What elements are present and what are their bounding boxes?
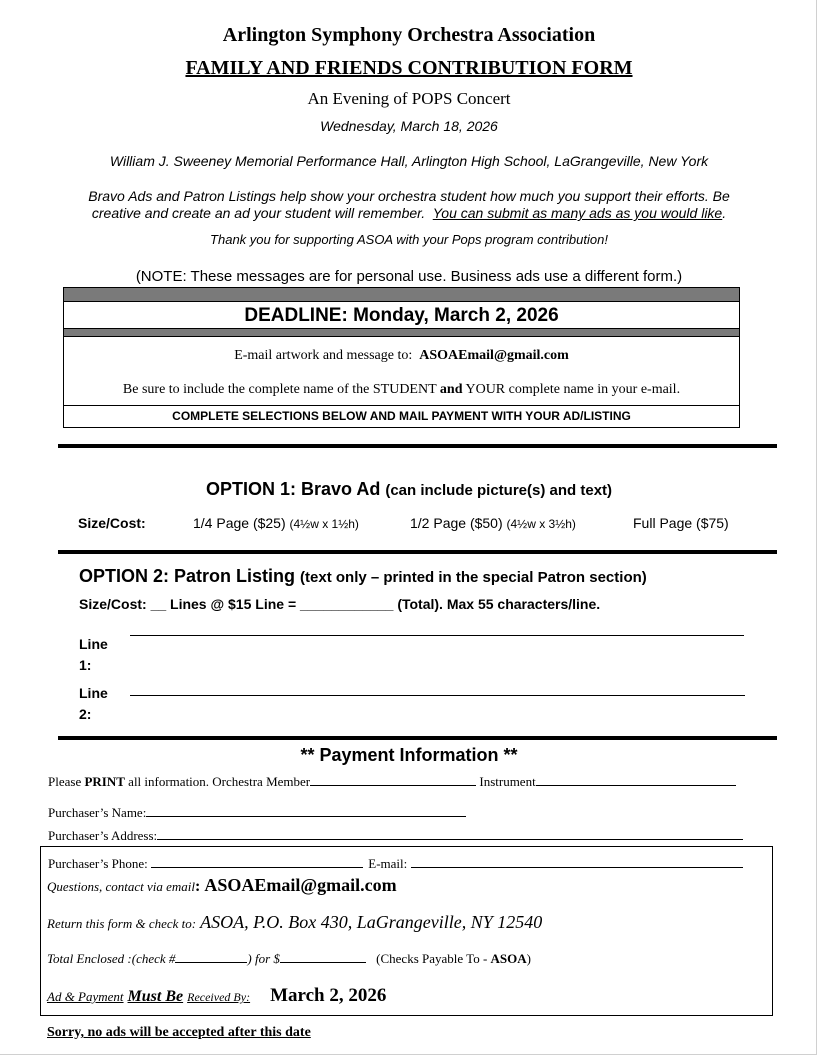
intro-paragraph	[68, 188, 750, 222]
purchaser-phone-field[interactable]	[151, 855, 363, 868]
must-be-label: Must Be	[127, 988, 184, 1005]
form-title: FAMILY AND FRIENDS CONTRIBUTION FORM	[185, 57, 633, 79]
questions-label: Questions, contact via email	[47, 879, 196, 894]
include-text-2: YOUR complete name in your e-mail.	[465, 382, 681, 397]
received-row	[47, 985, 386, 1007]
email-prefix: E-mail artwork and message to:	[234, 348, 413, 363]
total-label: Total Enclosed :(check #	[47, 951, 176, 966]
amount-field[interactable]	[280, 950, 366, 963]
total-for: ) for $	[247, 951, 280, 966]
include-text-1: Be sure to include the complete name of the STUDENT	[122, 382, 437, 397]
purchaser-address-label: Purchaser’s Address:	[48, 828, 158, 843]
total-row	[47, 950, 531, 967]
return-label: Return this form & check to:	[47, 916, 197, 931]
quarter-page-dimensions: (4½w x 1½h)	[289, 517, 359, 531]
orchestra-member-field[interactable]	[310, 773, 476, 786]
check-number-field[interactable]	[175, 950, 247, 963]
option2-title	[79, 566, 647, 587]
gray-bar-bottom	[64, 329, 739, 336]
option2-heading: OPTION 2: Patron Listing	[79, 566, 296, 586]
thanks-note: Thank you for supporting ASOA with your Pops program contribution!	[210, 232, 608, 247]
checks-payable-close: )	[526, 951, 532, 966]
line1-label-word: Line	[79, 636, 108, 652]
half-page-label: 1/2 Page ($50)	[410, 515, 503, 531]
intro-underlined: You can submit as many ads as you would like	[432, 205, 723, 221]
checks-payee: ASOA	[490, 951, 527, 966]
return-row	[47, 912, 542, 933]
instrument-label: Instrument	[479, 774, 536, 789]
option1-subtitle: (can include picture(s) and text)	[385, 482, 613, 499]
questions-email: ASOAEmail@gmail.com	[204, 875, 397, 895]
divider	[64, 405, 739, 406]
include-and: and	[439, 382, 463, 397]
line1-label-number: 1:	[79, 657, 92, 673]
section-rule	[58, 736, 777, 740]
print-prefix: Please	[48, 774, 82, 789]
option1-half-page[interactable]	[410, 515, 576, 531]
payment-title: ** Payment Information **	[300, 745, 518, 765]
return-address: ASOA, P.O. Box 430, LaGrangeville, NY 12540	[200, 912, 543, 932]
complete-selections-note: COMPLETE SELECTIONS BELOW AND MAIL PAYMENT WITH YOUR AD/LISTING	[172, 409, 631, 423]
purchaser-address-field[interactable]	[157, 827, 743, 840]
purchaser-phone-label: Purchaser’s Phone:	[48, 856, 148, 871]
intro-end: .	[722, 205, 727, 221]
no-ads-after-note: Sorry, no ads will be accepted after this date	[47, 1025, 311, 1040]
questions-row	[47, 875, 397, 896]
line2-input[interactable]	[130, 695, 745, 696]
print-rest: all information. Orchestra Member	[128, 774, 311, 789]
option1-size-label: Size/Cost:	[78, 515, 146, 531]
checks-payable-label: (Checks Payable To -	[376, 951, 488, 966]
email-label: E-mail:	[368, 856, 408, 871]
option1-title	[0, 479, 818, 500]
intro-text: Bravo Ads and Patron Listings help show your orchestra student how much you support their efforts. Be creative and create an ad your student will remember.	[88, 188, 730, 221]
print-row	[48, 773, 736, 790]
purchaser-name-label: Purchaser’s Name:	[48, 805, 147, 820]
quarter-page-label: 1/4 Page ($25)	[193, 515, 286, 531]
option1-quarter-page[interactable]	[193, 515, 359, 531]
section-rule	[58, 550, 777, 554]
line1-input[interactable]	[130, 635, 744, 636]
org-title: Arlington Symphony Orchestra Association	[222, 24, 596, 46]
purchaser-name-field[interactable]	[146, 804, 466, 817]
line1-label	[79, 634, 108, 676]
email-instructions	[64, 348, 739, 364]
concert-date: Wednesday, March 18, 2026	[320, 118, 498, 134]
divider	[64, 301, 739, 302]
gray-bar-top	[64, 288, 739, 301]
instrument-field[interactable]	[536, 773, 736, 786]
ad-payment-label: Ad & Payment	[47, 989, 124, 1004]
option1-full-page[interactable]: Full Page ($75)	[633, 515, 729, 531]
deadline: DEADLINE: Monday, March 2, 2026	[244, 305, 559, 326]
questions-colon: :	[195, 878, 201, 895]
purchaser-email-field[interactable]	[411, 855, 743, 868]
name-row	[48, 804, 466, 821]
venue: William J. Sweeney Memorial Performance Hall, Arlington High School, LaGrangeville, New York	[109, 153, 709, 169]
divider	[64, 336, 739, 337]
line2-label-number: 2:	[79, 706, 92, 722]
line2-label-word: Line	[79, 685, 108, 701]
personal-use-note: (NOTE: These messages are for personal use. Business ads use a different form.)	[135, 268, 683, 285]
received-date: March 2, 2026	[270, 985, 387, 1006]
option2-size-cost[interactable]: Size/Cost: __ Lines @ $15 Line = ____________ (Total). Max 55 characters/line.	[79, 596, 601, 612]
concert-name: An Evening of POPS Concert	[307, 89, 511, 108]
line2-label	[79, 683, 108, 725]
print-bold: PRINT	[84, 774, 125, 789]
address-row	[48, 827, 743, 844]
include-names-note	[64, 382, 739, 398]
option1-heading: OPTION 1: Bravo Ad	[205, 479, 381, 499]
option2-subtitle: (text only – printed in the special Patron section)	[300, 569, 647, 586]
section-rule	[58, 444, 777, 448]
deadline-box	[63, 287, 740, 428]
contact-email: ASOAEmail@gmail.com	[419, 348, 569, 363]
received-by-label: Received By:	[187, 990, 251, 1004]
half-page-dimensions: (4½w x 3½h)	[506, 517, 576, 531]
phone-row	[48, 855, 743, 872]
